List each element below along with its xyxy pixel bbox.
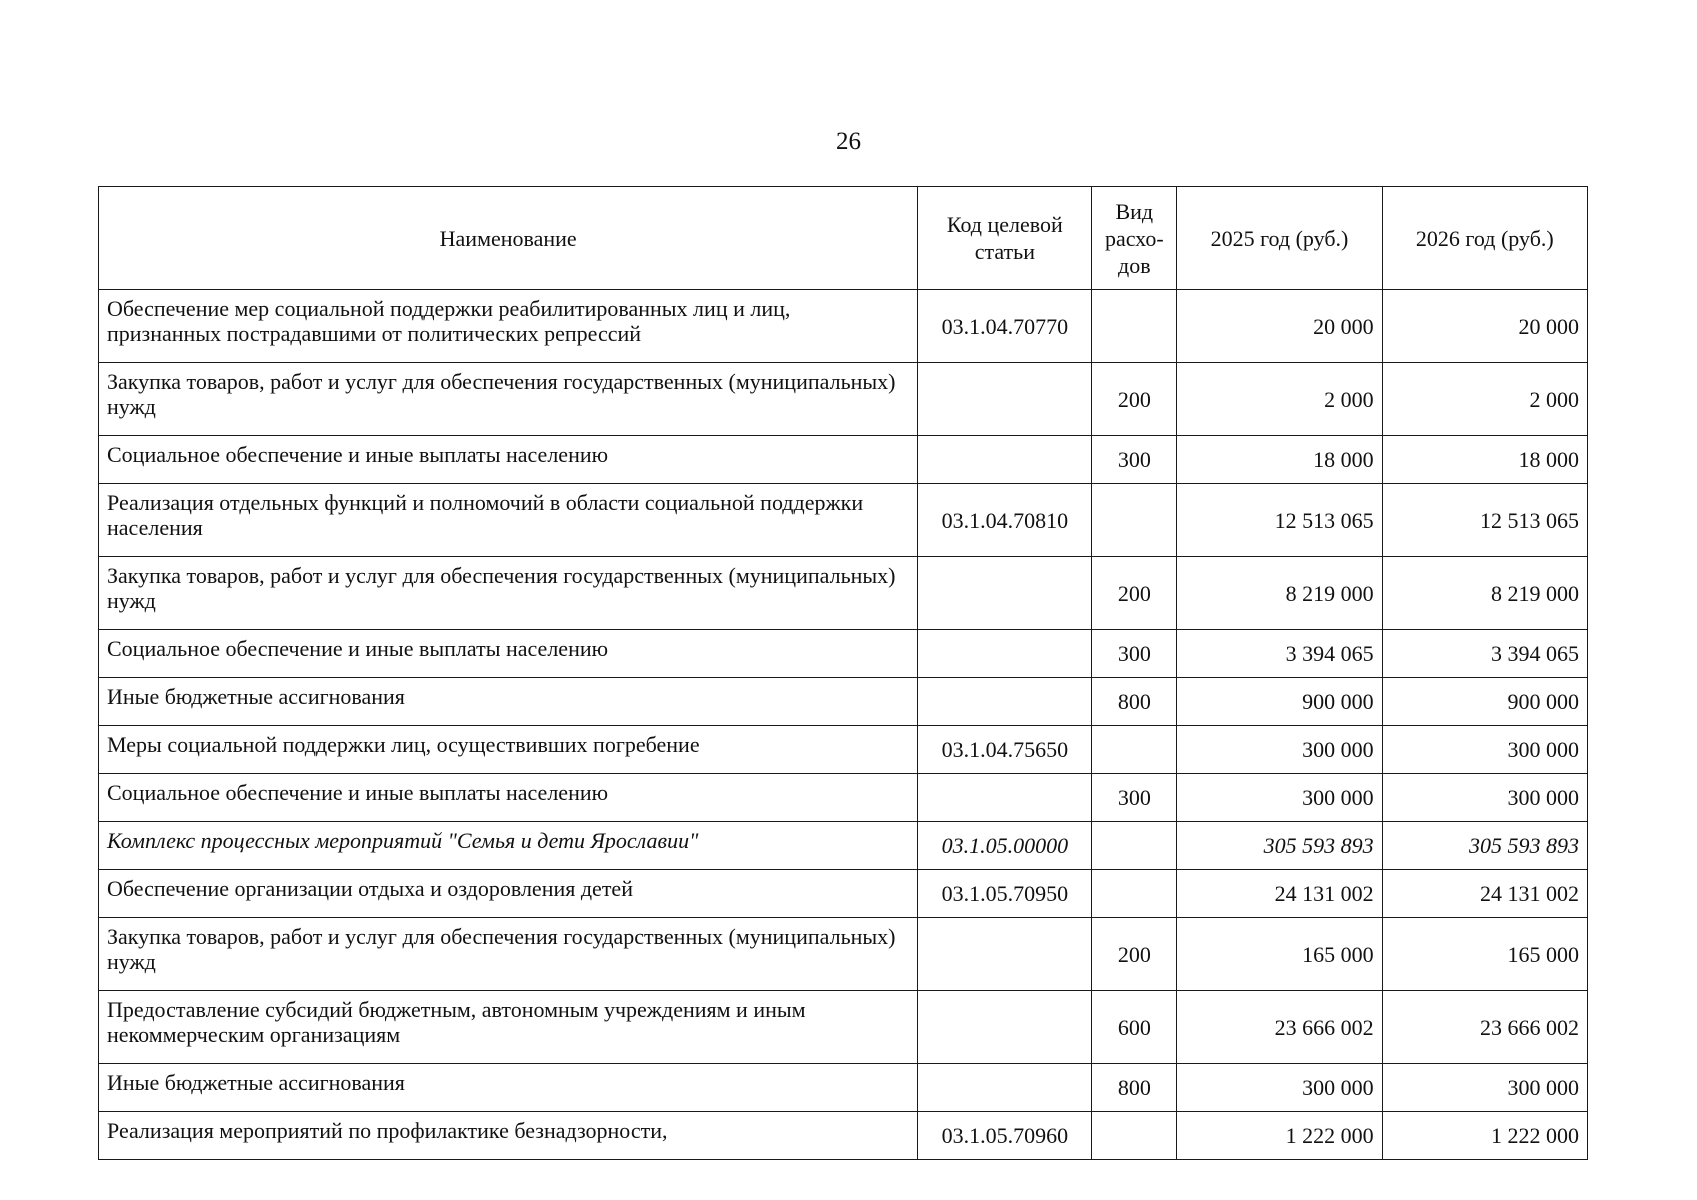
row-2025: 300 000: [1177, 1064, 1382, 1112]
row-2025: 18 000: [1177, 436, 1382, 484]
row-code: 03.1.04.70770: [918, 290, 1092, 363]
row-kind: 200: [1092, 557, 1177, 630]
table-row: [99, 484, 1588, 557]
row-name: Закупка товаров, работ и услуг для обеспечения государственных (муниципальных) нужд: [99, 918, 918, 991]
row-2026: 3 394 065: [1382, 630, 1587, 678]
row-kind: 300: [1092, 774, 1177, 822]
row-kind: 800: [1092, 678, 1177, 726]
row-2026: 20 000: [1382, 290, 1587, 363]
table-row: [99, 870, 1588, 918]
row-2025: 23 666 002: [1177, 991, 1382, 1064]
row-name: Социальное обеспечение и иные выплаты населению: [99, 436, 918, 484]
row-code: 03.1.04.75650: [918, 726, 1092, 774]
row-2026: 2 000: [1382, 363, 1587, 436]
table-row: [99, 918, 1588, 991]
row-kind: [1092, 484, 1177, 557]
row-name: Закупка товаров, работ и услуг для обеспечения государственных (муниципальных) нужд: [99, 557, 918, 630]
row-2025: 300 000: [1177, 726, 1382, 774]
table-row: [99, 1064, 1588, 1112]
row-code: [918, 1064, 1092, 1112]
header-name: Наименование: [99, 187, 918, 290]
row-code: [918, 436, 1092, 484]
table-row: [99, 557, 1588, 630]
row-name: Реализация отдельных функций и полномочий в области социальной поддержки населения: [99, 484, 918, 557]
row-name: Закупка товаров, работ и услуг для обеспечения государственных (муниципальных) нужд: [99, 363, 918, 436]
header-2026: 2026 год (руб.): [1382, 187, 1587, 290]
row-code: 03.1.04.70810: [918, 484, 1092, 557]
row-2026: 23 666 002: [1382, 991, 1587, 1064]
row-code: 03.1.05.00000: [918, 822, 1092, 870]
row-name: Социальное обеспечение и иные выплаты населению: [99, 630, 918, 678]
row-code: [918, 918, 1092, 991]
row-2025: 20 000: [1177, 290, 1382, 363]
row-2025: 2 000: [1177, 363, 1382, 436]
row-2026: 165 000: [1382, 918, 1587, 991]
row-kind: [1092, 290, 1177, 363]
row-name: Обеспечение мер социальной поддержки реабилитированных лиц и лиц, признанных пострадавшими от политических репрессий: [99, 290, 918, 363]
table-row: [99, 1112, 1588, 1160]
row-code: [918, 678, 1092, 726]
row-2025: 8 219 000: [1177, 557, 1382, 630]
row-kind: 200: [1092, 363, 1177, 436]
row-code: [918, 774, 1092, 822]
row-name: Обеспечение организации отдыха и оздоровления детей: [99, 870, 918, 918]
row-name: Иные бюджетные ассигнования: [99, 1064, 918, 1112]
row-kind: [1092, 822, 1177, 870]
row-name: Иные бюджетные ассигнования: [99, 678, 918, 726]
row-2026: 900 000: [1382, 678, 1587, 726]
row-2026: 300 000: [1382, 1064, 1587, 1112]
row-name: Предоставление субсидий бюджетным, автономным учреждениям и иным некоммерческим организациям: [99, 991, 918, 1064]
header-kind: Вид расхо-дов: [1092, 187, 1177, 290]
table-row: [99, 290, 1588, 363]
row-2025: 300 000: [1177, 774, 1382, 822]
row-2025: 900 000: [1177, 678, 1382, 726]
row-2026: 18 000: [1382, 436, 1587, 484]
row-kind: 600: [1092, 991, 1177, 1064]
row-kind: 800: [1092, 1064, 1177, 1112]
row-2025: 3 394 065: [1177, 630, 1382, 678]
row-code: [918, 991, 1092, 1064]
row-code: [918, 363, 1092, 436]
row-2026: 305 593 893: [1382, 822, 1587, 870]
row-2026: 300 000: [1382, 726, 1587, 774]
row-kind: 300: [1092, 436, 1177, 484]
table-row: [99, 678, 1588, 726]
row-2026: 12 513 065: [1382, 484, 1587, 557]
budget-table: [98, 186, 1588, 1160]
row-2026: 24 131 002: [1382, 870, 1587, 918]
row-2025: 305 593 893: [1177, 822, 1382, 870]
table-row: [99, 363, 1588, 436]
table-row: [99, 822, 1588, 870]
row-2026: 8 219 000: [1382, 557, 1587, 630]
row-2025: 12 513 065: [1177, 484, 1382, 557]
row-kind: 200: [1092, 918, 1177, 991]
header-code: Код целевой статьи: [918, 187, 1092, 290]
row-kind: 300: [1092, 630, 1177, 678]
row-2025: 165 000: [1177, 918, 1382, 991]
row-kind: [1092, 870, 1177, 918]
table-row: [99, 991, 1588, 1064]
table-row: [99, 630, 1588, 678]
row-name: Реализация мероприятий по профилактике безнадзорности,: [99, 1112, 918, 1160]
row-code: [918, 630, 1092, 678]
table-row: [99, 774, 1588, 822]
table-row: [99, 726, 1588, 774]
row-2026: 1 222 000: [1382, 1112, 1587, 1160]
page-number: 26: [836, 128, 861, 155]
table-header-row: [99, 187, 1588, 290]
row-name: Меры социальной поддержки лиц, осуществивших погребение: [99, 726, 918, 774]
row-2025: 1 222 000: [1177, 1112, 1382, 1160]
row-name: Социальное обеспечение и иные выплаты населению: [99, 774, 918, 822]
row-name: Комплекс процессных мероприятий "Семья и дети Ярославии": [99, 822, 918, 870]
header-2025: 2025 год (руб.): [1177, 187, 1382, 290]
row-code: [918, 557, 1092, 630]
row-code: 03.1.05.70960: [918, 1112, 1092, 1160]
row-code: 03.1.05.70950: [918, 870, 1092, 918]
row-kind: [1092, 1112, 1177, 1160]
row-2025: 24 131 002: [1177, 870, 1382, 918]
row-2026: 300 000: [1382, 774, 1587, 822]
table-row: [99, 436, 1588, 484]
row-kind: [1092, 726, 1177, 774]
